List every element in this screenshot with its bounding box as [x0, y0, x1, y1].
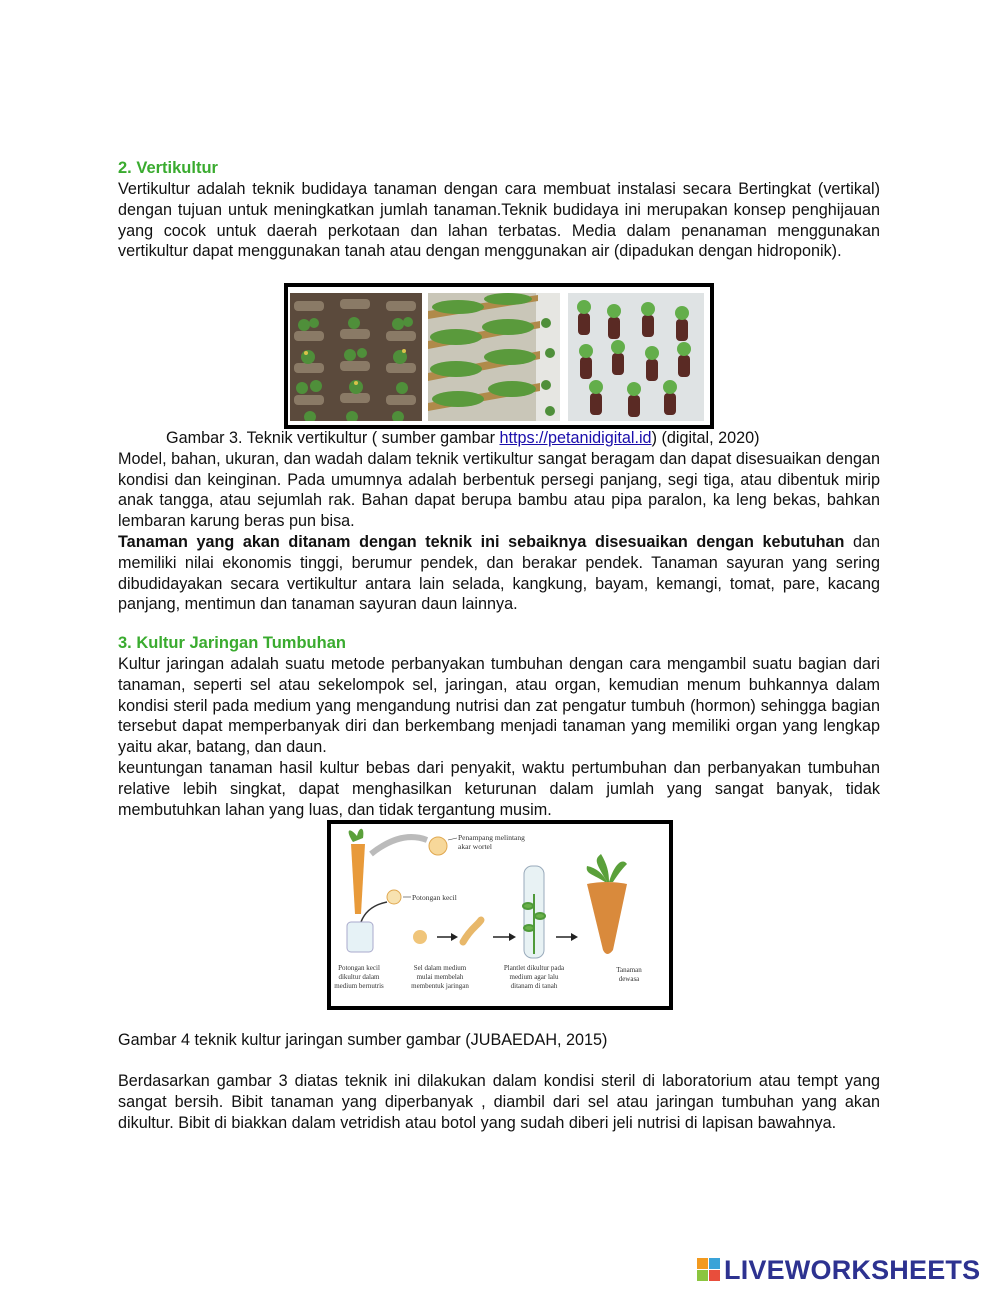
label-penampang-2: akar wortel [458, 842, 492, 851]
photo-wall-bottles [290, 293, 422, 421]
caption-text: Gambar 3. Teknik vertikultur ( sumber gambar [166, 429, 500, 447]
paragraph [118, 532, 880, 615]
paragraph-text: dan memiliki nilai ekonomis tinggi, berumur pendek, dan berakar pendek. Tanaman sayuran yang sering dibudidayakan secara vertikultur antara lain selada, kangkung, bayam, kemangi, tomat, pare, kacang panjang, mentimun dan tanaman sayuran daun lainnya. [118, 532, 880, 614]
source-link[interactable]: https://petanidigital.id [499, 429, 652, 447]
label-step3-line2: medium agar lalu [509, 973, 559, 981]
label-step2-line2: mulai membelah [416, 973, 464, 981]
bold-text: Tanaman yang akan ditanam dengan teknik ini sebaiknya disesuaikan dengan kebutuhan [118, 532, 845, 551]
liveworksheets-logo[interactable] [697, 1255, 994, 1285]
label-step4-line2: dewasa [618, 975, 640, 983]
paragraph: Berdasarkan gambar 3 diatas teknik ini dilakukan dalam kondisi steril di laboratorium atau tempt yang sangat bersih. Bibit tanaman yang diperbanyak , diambil dari sel atau jaringan tumbuhan yang akan dikultur. Bibit di biakkan dalam vetridish atau botol yang sudah diberi jeli nutrisi di lapisan bawahnya. [118, 1072, 880, 1132]
figure-vertikultur-photos [284, 283, 714, 429]
figure-caption: Gambar 4 teknik kultur jaringan sumber gambar (JUBAEDAH, 2015) [118, 1031, 608, 1049]
photo-hanging-bottles [568, 293, 704, 421]
section-kultur-jaringan [118, 633, 880, 820]
label-step2-line3: membentuk jaringan [411, 982, 469, 990]
figure-tissue-culture-diagram [327, 820, 673, 1010]
label-step4-line1: Tanaman [616, 966, 642, 974]
section-heading: 2. Vertikultur [118, 159, 218, 177]
figure-caption [118, 428, 880, 449]
label-penampang-1: Penampang melintang [458, 833, 525, 842]
label-potongan: Potongan kecil [412, 893, 457, 902]
label-step1-line2: dikultur dalam [338, 973, 380, 981]
caption-suffix: ) (digital, 2020) [651, 429, 760, 447]
label-step2-line1: Sel dalam medium [413, 964, 467, 972]
paragraph: Vertikultur adalah teknik budidaya tanaman dengan cara membuat instalasi secara Bertingkat (vertikal) dengan tujuan untuk meningkatkan jumlah tanaman.Teknik budidaya ini merupakan konsep penghijauan yang cocok untuk daerah perkotaan dan lahan terbatas. Media dalam penanaman menggunakan vertikultur dapat menggunakan tanah atau dengan menggunakan air (dipadukan dengan hidroponik). [118, 180, 880, 261]
logo-text: LIVEWORKSHEETS [724, 1255, 981, 1285]
photo-bamboo-rack [428, 293, 560, 421]
section-vertikultur [118, 158, 880, 262]
paragraph: Model, bahan, ukuran, dan wadah dalam teknik vertikultur sangat beragam dan dapat disesuaikan dengan kondisi dan keinginan. Pada umumnya adalah berbentuk persegi panjang, segi tiga, atau dibentuk mirip anak tangga, atau sejumlah rak. Bahan dapat berupa bambu atau pipa paralon, ka leng bekas, bahkan lembaran karung beras pun bisa. [118, 449, 880, 531]
carrot-illustration [349, 829, 365, 914]
label-step1-line1: Potongan kecil [338, 964, 380, 972]
label-step3-line3: ditanam di tanah [510, 982, 558, 990]
liveworksheets-logo-icon [697, 1258, 721, 1282]
figure4-caption-block [118, 1030, 880, 1051]
paragraph: Kultur jaringan adalah suatu metode perbanyakan tumbuhan dengan cara mengambil suatu bagian dari tanaman, seperti sel atau sekelompok sel, jaringan, atau organ, kemudian menum buhkannya dalam kondisi steril pada medium yang mengandung nutrisi dan zat pengatur tumbuh (hormon) sehingga bagian tersebut dapat memperbanyak diri dan berkembang menjadi tanaman yang memiliki organ yang lengkap yaitu akar, batang, dan daun. [118, 655, 880, 757]
label-step3-line1: Plantlet dikultur pada [503, 964, 565, 972]
section-heading: 3. Kultur Jaringan Tumbuhan [118, 634, 346, 652]
paragraph: keuntungan tanaman hasil kultur bebas dari penyakit, waktu pertumbuhan dan perbanyakan tumbuhan relative lebih singkat, dapat menghasilkan keturunan dalam jumlah yang sangat banyak, tidak membutuhkan lahan yang luas, dan tidak tergantung musim. [118, 758, 880, 819]
closing-paragraph-block [118, 1071, 880, 1133]
label-step1-line3: medium bernutris [334, 982, 384, 990]
section-vertikultur-continued [118, 428, 880, 615]
